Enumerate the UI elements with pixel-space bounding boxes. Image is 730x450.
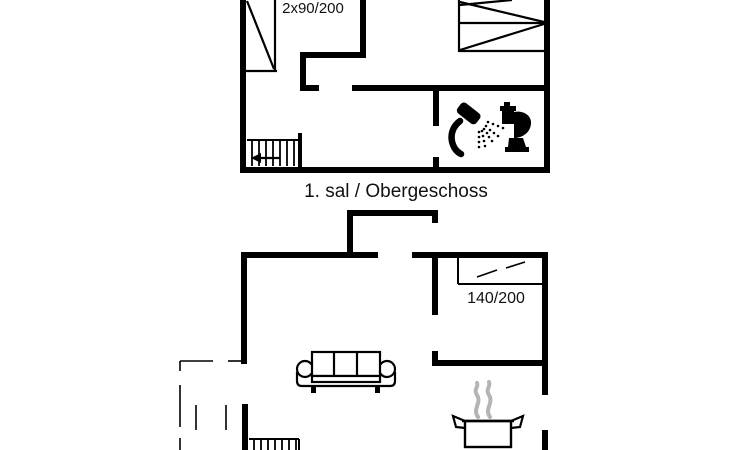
bed-diagonal bbox=[460, 0, 512, 5]
ground-floor-walls bbox=[241, 210, 548, 450]
bed-duvet-dash bbox=[506, 262, 525, 268]
wall-segment bbox=[432, 210, 438, 223]
sofa-leg bbox=[311, 386, 316, 393]
wall-segment bbox=[542, 430, 548, 450]
wardrobe-diagonal bbox=[247, 1, 274, 69]
wall-segment bbox=[542, 252, 548, 395]
wall-segment bbox=[300, 52, 366, 58]
bed-diagonal bbox=[460, 24, 544, 50]
ground-floor-plan bbox=[180, 210, 548, 450]
sofa-seat bbox=[312, 376, 380, 382]
wall-segment bbox=[432, 360, 548, 366]
wall-segment bbox=[433, 157, 439, 169]
wall-segment bbox=[240, 0, 246, 173]
wall-segment bbox=[352, 85, 547, 91]
toilet-button bbox=[504, 102, 510, 106]
wall-segment bbox=[347, 210, 353, 258]
annex-outline bbox=[180, 361, 243, 450]
sofa-icon bbox=[297, 352, 395, 393]
wall-segment bbox=[242, 404, 248, 450]
ground-bed-size-label: 140/200 bbox=[467, 290, 525, 307]
wall-segment bbox=[432, 252, 438, 315]
shower-icon bbox=[452, 101, 505, 154]
shower-arm bbox=[452, 121, 461, 154]
toilet-icon bbox=[500, 102, 531, 152]
toilet-tank bbox=[502, 111, 514, 124]
wall-segment bbox=[298, 133, 302, 169]
bed-diagonal bbox=[460, 2, 544, 22]
staircase-ground bbox=[249, 439, 299, 450]
wall-segment bbox=[241, 252, 247, 364]
wall-segment bbox=[300, 85, 319, 91]
shower-spray bbox=[478, 121, 505, 149]
sofa-armrest bbox=[297, 361, 313, 377]
steam-wisp bbox=[488, 382, 491, 417]
sofa-leg bbox=[375, 386, 380, 393]
toilet-lid bbox=[500, 106, 516, 111]
upper-floor-plan bbox=[240, 0, 550, 173]
wall-segment bbox=[347, 210, 438, 216]
staircase-upper bbox=[247, 140, 300, 166]
sofa-backrest bbox=[312, 352, 380, 376]
upper-bed-size-label: 2x90/200 bbox=[282, 0, 344, 17]
pot-body bbox=[465, 421, 511, 447]
wall-segment bbox=[240, 167, 550, 173]
double-bed-icon bbox=[459, 0, 546, 52]
wall-segment bbox=[241, 252, 378, 258]
toilet-bowl bbox=[514, 112, 531, 138]
steaming-pot-icon bbox=[453, 382, 523, 447]
toilet-base bbox=[505, 138, 529, 152]
wall-segment bbox=[433, 91, 439, 126]
wall-segment bbox=[360, 0, 366, 57]
single-bed-icon bbox=[458, 258, 545, 284]
sofa-armrest bbox=[379, 361, 395, 377]
wardrobe-icon bbox=[246, 0, 277, 71]
steam-wisp bbox=[476, 383, 479, 417]
bed-duvet-dash bbox=[477, 270, 497, 277]
upper-floor-caption: 1. sal / Obergeschoss bbox=[304, 181, 488, 202]
